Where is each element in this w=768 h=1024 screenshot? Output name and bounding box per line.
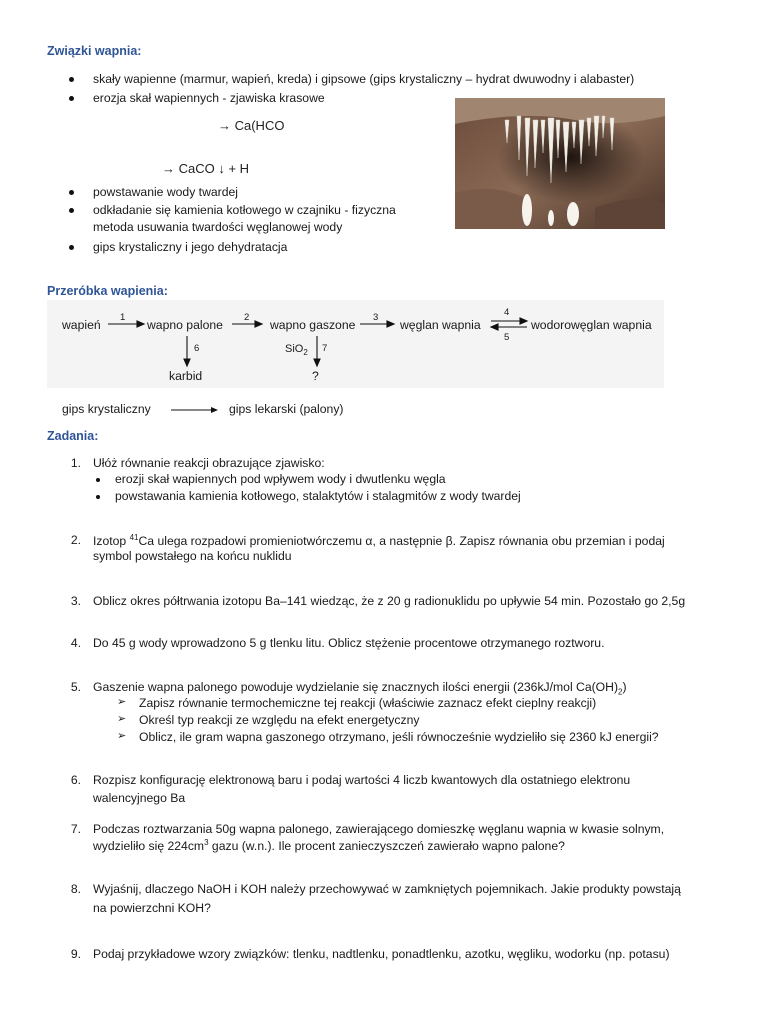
bullet: [69, 96, 74, 101]
bullet: [96, 478, 100, 482]
task-7-line-2: wydzieliło się $224cm^3$ gazu (w.n.). Ile procent zanieczyszczeń zawierało wapno palone?: [93, 838, 565, 854]
diagram-step-2: 2: [244, 312, 250, 323]
heading-zadania: Zadania:: [47, 429, 99, 443]
gips-lekarski-label: gips lekarski (palony): [229, 402, 344, 416]
diagram-node-weglan-wapnia: węglan wapnia: [400, 318, 481, 332]
diagram-node-wodoroweglan-wapnia: wodorowęglan wapnia: [531, 318, 652, 332]
task-8-line-1: Wyjaśnij, dlaczego NaOH i KOH należy przechowywać w zamkniętych pojemnikach. Jakie produkty powstają: [93, 882, 681, 896]
diagram-node-wapien: wapień: [62, 318, 101, 332]
bullet: [69, 245, 74, 250]
bullet: [69, 208, 74, 213]
diagram-step-6: 6: [194, 343, 200, 354]
bullet-text-gips: gips krystaliczny i jego dehydratacja: [93, 240, 288, 254]
task-8-line-2: na powierzchni KOH?: [93, 901, 211, 915]
task-5-sub-1: Zapisz równanie termochemiczne tej reakcji (właściwie zaznacz efekt cieplny reakcji): [139, 696, 597, 710]
diagram-node-wapno-gaszone: wapno gaszone: [270, 318, 356, 332]
task-2-line-1: Izotop $^{41}$Ca ulega rozpadowi promieniotwórczemu α, a następnie β. Zapisz równania obu przemian i podaj: [93, 533, 665, 549]
diagram-node-unknown: ?: [312, 369, 319, 383]
heading-zwiazki-wapnia: Związki wapnia:: [47, 44, 142, 58]
diagram-node-karbid: karbid: [169, 369, 203, 383]
diagram-step-5: 5: [504, 332, 510, 343]
task-2-line-2: symbol powstałego na końcu nuklidu: [93, 549, 292, 563]
task-7-line-1: Podczas roztwarzania 50g wapna palonego, zawierającego domieszkę węglanu wapnia w kwasie solnym,: [93, 822, 665, 836]
task-6-line-1: Rozpisz konfigurację elektronową baru i podaj wartości 4 liczb kwantowych dla ostatniego elektronu: [93, 773, 631, 787]
task-1-number: 1.: [70, 456, 81, 470]
task-5-number: 5.: [70, 680, 81, 694]
bullet: [69, 77, 74, 82]
formula-ca-hco3: → Ca(HCO: [218, 118, 285, 133]
bullet-text-kamien-cont: metoda usuwania twardości węglanowej wody: [93, 220, 343, 234]
task-7-number: 7.: [70, 822, 81, 836]
arrow-bullet-icon: ➢: [117, 730, 127, 742]
heading-przerobka-wapienia: Przeróbka wapienia:: [47, 284, 168, 298]
task-5-text: Gaszenie wapna palonego powoduje wydzielanie się znacznych ilości energii (236kJ/mol $Ca(OH)_2$): [93, 680, 627, 697]
diagram-step-7: 7: [322, 343, 328, 354]
bullet-text-erozja: erozja skał wapiennych - zjawiska krasowe: [93, 91, 325, 105]
task-5-sub-2: Określ typ reakcji ze względu na efekt energetyczny: [139, 713, 420, 727]
task-6-number: 6.: [70, 773, 81, 787]
diagram-step-1: 1: [120, 312, 126, 323]
task-1-text: Ułóż równanie reakcji obrazujące zjawisko:: [93, 456, 325, 470]
task-3-number: 3.: [70, 594, 81, 608]
task-2-number: 2.: [70, 533, 81, 547]
task-3-text: Oblicz okres półtrwania izotopu Ba–141 wiedząc, że z 20 g radionuklidu po upływie 54 min. Pozostało go 2,5g: [93, 594, 686, 608]
cave-stalactites-photo: [455, 98, 665, 229]
arrow-bullet-icon: ➢: [117, 696, 127, 708]
task-9-text: Podaj przykładowe wzory związków: tlenku, nadtlenku, ponadtlenku, azotku, węgliku, wodorku (np. potasu): [93, 947, 670, 961]
task-9-number: 9.: [70, 947, 81, 961]
task-6-line-2: walencyjnego Ba: [93, 791, 186, 805]
task-4-number: 4.: [70, 636, 81, 650]
task-1-sub-2: powstawania kamienia kotłowego, stalaktytów i stalagmitów z wody twardej: [115, 489, 521, 503]
diagram-step-4: 4: [504, 307, 510, 318]
bullet: [96, 495, 100, 499]
gips-arrow: [170, 404, 220, 416]
bullet-text-kamien: odkładanie się kamienia kotłowego w czajniku - fizyczna: [93, 203, 396, 217]
formula-caco3: → CaCO ↓ + H: [162, 161, 250, 176]
gips-krystaliczny-label: gips krystaliczny: [62, 402, 151, 416]
diagram-node-wapno-palone: wapno palone: [147, 318, 223, 332]
task-1-sub-1: erozji skał wapiennych pod wpływem wody i dwutlenku węgla: [115, 472, 446, 486]
bullet: [69, 190, 74, 195]
arrow-bullet-icon: ➢: [117, 713, 127, 725]
bullet-text-skaly: skały wapienne (marmur, wapień, kreda) i gipsowe (gips krystaliczny – hydrat dwuwodny i alabaster): [93, 72, 635, 86]
task-8-number: 8.: [70, 882, 81, 896]
diagram-step-3: 3: [373, 312, 379, 323]
bullet-text-woda-twarda: powstawanie wody twardej: [93, 185, 238, 199]
task-5-sub-3: Oblicz, ile gram wapna gaszonego otrzymano, jeśli równocześnie wydzieliło się 2360 kJ energii?: [139, 730, 659, 744]
limestone-processing-diagram: [47, 300, 664, 388]
diagram-reagent-sio2: SiO$_2$: [285, 343, 308, 358]
task-4-text: Do 45 g wody wprowadzono 5 g tlenku litu. Oblicz stężenie procentowe otrzymanego roztworu.: [93, 636, 605, 650]
